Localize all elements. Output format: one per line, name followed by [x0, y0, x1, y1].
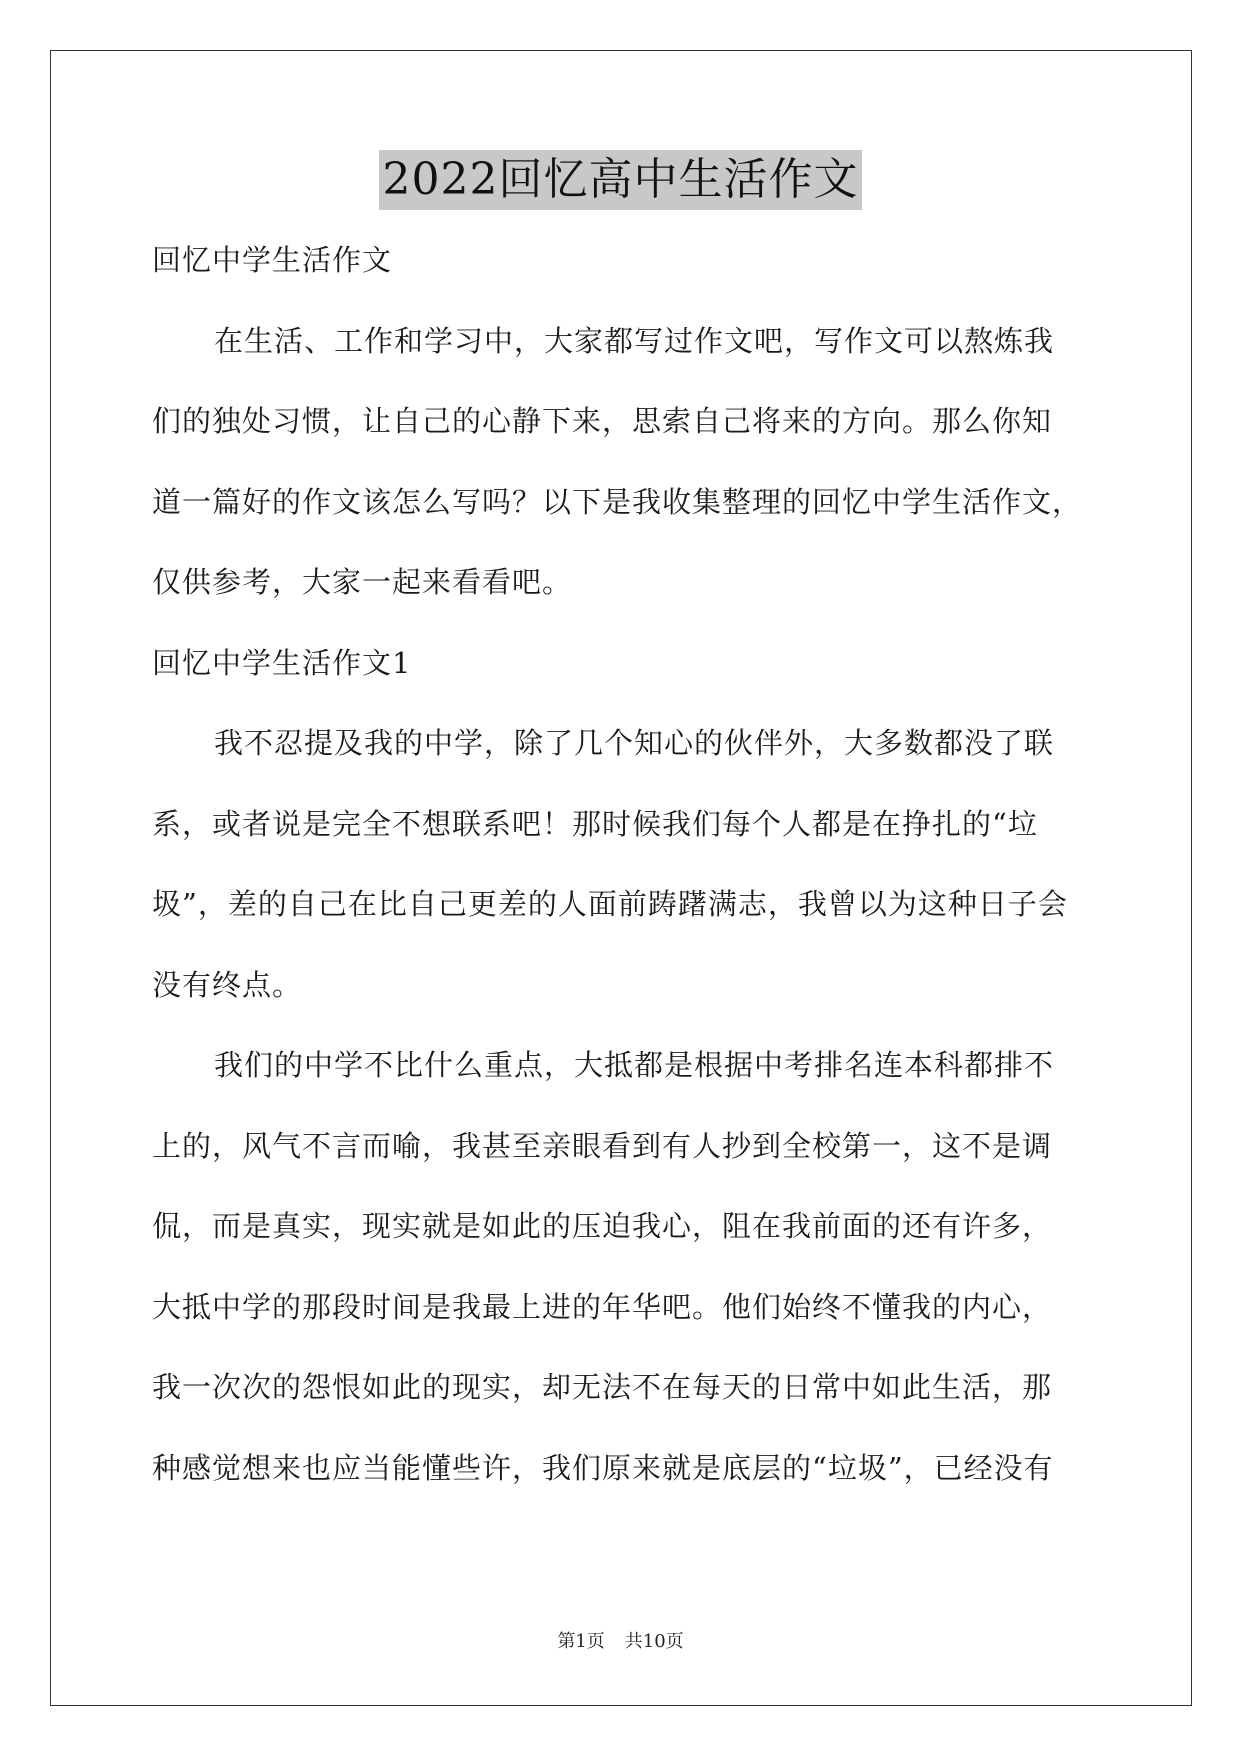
body-line: 系，或者说是完全不想联系吧！那时候我们每个人都是在挣扎的“垃: [152, 806, 1038, 841]
body-line: 们的独处习惯，让自己的心静下来，思索自己将来的方向。那么你知: [152, 404, 1053, 438]
body-line: 侃，而是真实，现实就是如此的压迫我心，阻在我前面的还有许多，: [152, 1209, 1053, 1243]
page-footer: [0, 1627, 1241, 1653]
body-line: 大抵中学的那段时间是我最上进的年华吧。他们始终不懂我的内心，: [152, 1289, 1053, 1324]
body-line: 没有终点。: [152, 967, 303, 1002]
body-line: 仅供参考，大家一起来看看吧。: [152, 565, 573, 599]
body-line: 圾”，差的自己在比自己更差的人面前踌躇满志，我曾以为这种日子会: [152, 887, 1068, 921]
body-line: 回忆中学生活作文1: [152, 645, 412, 680]
page-total: 共10页: [624, 1631, 684, 1652]
body-line: 道一篇好的作文该怎么写吗？以下是我收集整理的回忆中学生活作文，: [152, 484, 1083, 519]
body-line: 回忆中学生活作文: [152, 243, 393, 277]
body-line: 种感觉想来也应当能懂些许，我们原来就是底层的“垃圾”，已经没有: [152, 1450, 1054, 1485]
title-wrap: [0, 150, 1241, 210]
page-number: 第1页: [557, 1631, 605, 1652]
document-title: 2022回忆高中生活作文: [379, 150, 863, 210]
document-body: [152, 240, 1092, 1528]
body-line: 在生活、工作和学习中，大家都写过作文吧，写作文可以熬炼我: [214, 323, 1055, 358]
body-line: 上的，风气不言而喻，我甚至亲眼看到有人抄到全校第一，这不是调: [152, 1128, 1053, 1163]
body-line: 我不忍提及我的中学，除了几个知心的伙伴外，大多数都没了联: [214, 726, 1055, 760]
body-line: 我们的中学不比什么重点，大抵都是根据中考排名连本科都排不: [214, 1048, 1055, 1082]
body-line: 我一次次的怨恨如此的现实，却无法不在每天的日常中如此生活，那: [152, 1370, 1053, 1404]
